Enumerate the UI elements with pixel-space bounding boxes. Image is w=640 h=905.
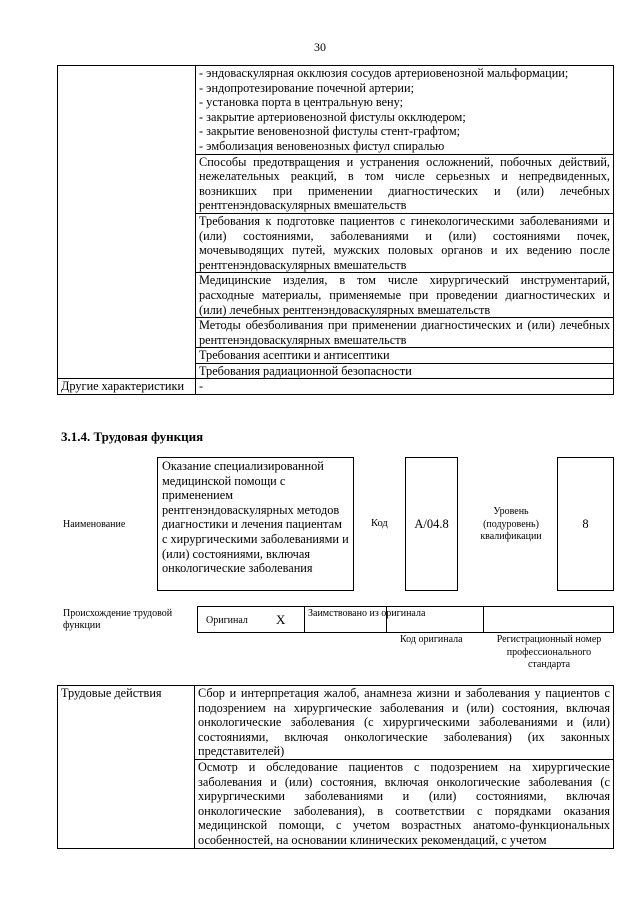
knowledge-table <box>57 65 614 395</box>
registration-number-label: Регистрационный номер профессионального стандарта <box>496 634 602 670</box>
list-item: - закрытие веновенозной фистулы стент-графтом; <box>199 124 461 139</box>
empty-label-cell <box>58 66 196 379</box>
list-item: - установка порта в центральную вену; <box>199 95 404 110</box>
function-name-box: Оказание специализированной медицинской помощи с применением рентгенэндоваскулярных методов диагностики и лечения пациентам с хирургическими заболеваниями и (или) состояниями, включая онкологические заболевания <box>157 457 354 591</box>
other-characteristics-label: Другие характеристики <box>58 379 196 395</box>
page-number: 30 <box>314 40 326 54</box>
knowledge-row: Требования асептики и антисептики <box>196 348 614 364</box>
list-item: - эндопротезирование почечной артерии; <box>199 80 414 95</box>
labor-actions-table <box>57 685 614 849</box>
knowledge-row: Медицинские изделия, в том числе хирургический инструментарий, расходные материалы, применяемые при проведении диагностических и (или) лечебных рентгенэндоваскулярных вмешательств <box>196 273 614 318</box>
origin-label: Происхождение трудовой функции <box>63 608 173 631</box>
list-item: - эндоваскулярная окклюзия сосудов артериовенозной мальформации; <box>199 66 569 80</box>
knowledge-row: Методы обезболивания при применении диагностических и (или) лечебных рентгенэндоваскулярных вмешательств <box>196 318 614 348</box>
qualification-level-label: Уровень (подуровень) квалификации <box>480 506 542 542</box>
divider <box>483 607 484 632</box>
original-label: Оригинал <box>206 615 248 626</box>
other-characteristics-value: - <box>196 379 614 395</box>
divider <box>304 607 305 632</box>
list-item: - закрытие артериовенозной фистулы окклюдером; <box>199 109 466 124</box>
methods-list-cell <box>196 66 614 155</box>
labor-action-row: Осмотр и обследование пациентов с подозрением на хирургические заболевания и (или) состояния, включая онкологические заболевания (с хирургическими заболеваниями и (или) состояниями, включая онкологические заболевания), в соответствии с порядками оказания медицинской помощи, с учетом возрастных анатомо-функциональных особенностей, на основании клинических рекомендаций, с учетом <box>195 759 614 848</box>
section-title: 3.1.4. Трудовая функция <box>61 429 204 444</box>
list-item: - эмболизация веновенозных фистул спиралью <box>199 138 445 153</box>
knowledge-row: Требования к подготовке пациентов с гинекологическими заболеваниями и (или) состояниями, заболеваниями и (или) состояниями почек, мочевыводящих путей, мужских половых органов и их ведению после рентгенэндоваскулярных вмешательств <box>196 213 614 272</box>
name-label: Наименование <box>63 519 126 530</box>
labor-actions-label: Трудовые действия <box>58 686 195 849</box>
labor-action-row: Сбор и интерпретация жалоб, анамнеза жизни и заболевания у пациентов с подозрением на хирургические заболевания и (или) состояния, включая онкологические заболевания (с хирургическими заболеваниями и (или) состояниями, включая онкологические заболевания) (их законных представителей) <box>195 686 614 760</box>
knowledge-row: Требования радиационной безопасности <box>196 363 614 379</box>
code-original-label: Код оригинала <box>400 634 463 645</box>
code-label: Код <box>371 518 388 529</box>
origin-box <box>197 606 614 633</box>
qualification-level-value: 8 <box>557 457 614 591</box>
code-value: A/04.8 <box>405 457 458 591</box>
original-mark: X <box>276 612 286 627</box>
borrowed-label: Заимствовано из оригинала <box>308 608 426 619</box>
knowledge-row: Способы предотвращения и устранения осложнений, побочных действий, нежелательных реакций, в том числе серьезных и непредвиденных, возникших при применении диагностических и (или) лечебных рентгенэндоваскулярных вмешательств <box>196 154 614 213</box>
divider <box>386 607 387 632</box>
